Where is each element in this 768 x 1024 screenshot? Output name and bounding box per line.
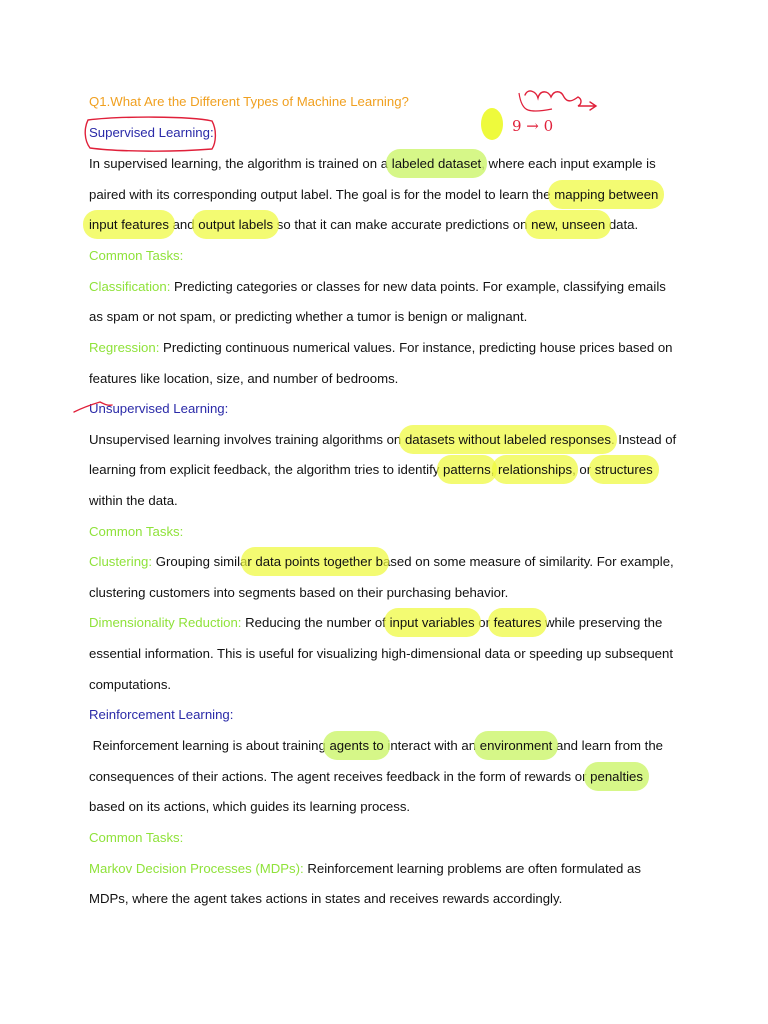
text-run: Grouping simila bbox=[152, 554, 248, 569]
supervised-heading-text: Supervised Learning bbox=[89, 125, 210, 140]
unsupervised-heading-text: Unsupervised Learning bbox=[89, 401, 225, 416]
text-run: Predicting categories or classes for new data points. For example, classifying emails bbox=[170, 279, 666, 294]
highlight-environment: environment bbox=[479, 738, 553, 753]
text-run: Reinforcement learning is about training bbox=[89, 738, 330, 753]
dimred-line-3: computations. bbox=[89, 677, 172, 692]
reinforcement-para-line-1 bbox=[89, 737, 663, 755]
pen-scribble bbox=[525, 91, 596, 110]
question-title: Q1.What Are the Different Types of Machine Learning? bbox=[89, 94, 409, 109]
mdp-label: Markov Decision Processes (MDPs): bbox=[89, 861, 304, 876]
highlight-dot bbox=[481, 108, 503, 140]
clustering-line-1 bbox=[89, 553, 674, 571]
text-run: and learn from the bbox=[552, 738, 664, 753]
text-run: Predicting continuous numerical values. For instance, predicting house prices based on bbox=[159, 340, 673, 355]
unsupervised-heading-colon: : bbox=[224, 401, 229, 416]
highlight-penalties: penalties bbox=[590, 769, 643, 784]
highlight-data-points-together: r data points together b bbox=[247, 554, 383, 569]
text-run: or bbox=[474, 615, 494, 630]
highlight-output-labels: output labels bbox=[198, 217, 274, 232]
highlight-features: features bbox=[493, 615, 542, 630]
unsupervised-para-line-1 bbox=[89, 431, 676, 449]
text-run: In supervised learning, the algorithm is trained on a bbox=[89, 156, 392, 171]
clustering-label: Clustering: bbox=[89, 554, 153, 569]
unsupervised-para-line-2 bbox=[89, 461, 653, 479]
regression-label: Regression: bbox=[89, 340, 160, 355]
classification-label: Classification: bbox=[89, 279, 171, 294]
reinforcement-para-line-2 bbox=[89, 768, 643, 786]
text-run: data. bbox=[605, 217, 639, 232]
pen-scribble-curve bbox=[519, 93, 552, 111]
clustering-line-2: clustering customers into segments based on their purchasing behavior. bbox=[89, 585, 509, 600]
text-run: , or bbox=[572, 462, 595, 477]
handwritten-note: 9 → 0 bbox=[512, 117, 554, 135]
text-run: Reducing the number of bbox=[241, 615, 390, 630]
text-run: interact with an bbox=[383, 738, 480, 753]
highlight-structures: structures bbox=[594, 462, 653, 477]
text-run: learning from explicit feedback, the algorithm tries to identify bbox=[89, 462, 444, 477]
reinforcement-heading bbox=[89, 706, 233, 724]
text-run: ased on some measure of similarity. For example, bbox=[382, 554, 674, 569]
highlight-patterns: patterns bbox=[443, 462, 491, 477]
classification-line-1 bbox=[89, 278, 666, 296]
highlight-relationships: relationships bbox=[498, 462, 573, 477]
reinforcement-heading-colon: : bbox=[229, 707, 234, 722]
classification-line-2: as spam or not spam, or predicting whether a tumor is benign or malignant. bbox=[89, 309, 528, 324]
supervised-para-line-2 bbox=[89, 186, 658, 204]
text-run: consequences of their actions. The agent receives feedback in the form of rewards or bbox=[89, 769, 591, 784]
mdp-line-1 bbox=[89, 860, 641, 878]
regression-line-2: features like location, size, and number of bedrooms. bbox=[89, 371, 399, 386]
text-run: paired with its corresponding output label. The goal is for the model to learn the bbox=[89, 187, 555, 202]
supervised-heading bbox=[89, 124, 214, 142]
text-run: , bbox=[490, 462, 499, 477]
unsupervised-common-tasks: Common Tasks: bbox=[89, 524, 184, 539]
dimred-line-2: essential information. This is useful for visualizing high-dimensional data or speeding up subsequent bbox=[89, 646, 674, 661]
regression-line-1 bbox=[89, 339, 673, 357]
text-run: Unsupervised learning involves training algorithms on bbox=[89, 432, 405, 447]
reinforcement-common-tasks: Common Tasks: bbox=[89, 830, 184, 845]
text-run: while preserving the bbox=[541, 615, 663, 630]
text-run: so that it can make accurate predictions on bbox=[273, 217, 532, 232]
mdp-line-2: MDPs, where the agent takes actions in states and receives rewards accordingly. bbox=[89, 891, 563, 906]
dimred-line-1 bbox=[89, 614, 662, 632]
supervised-common-tasks: Common Tasks: bbox=[89, 248, 184, 263]
highlight-datasets-without-labels: datasets without labeled responses bbox=[404, 432, 611, 447]
highlight-input-variables: input variables bbox=[389, 615, 475, 630]
reinforcement-para-line-3: based on its actions, which guides its learning process. bbox=[89, 799, 411, 814]
supervised-para-line-1 bbox=[89, 155, 656, 173]
unsupervised-heading bbox=[89, 400, 228, 418]
text-run: and bbox=[168, 217, 199, 232]
dimred-label: Dimensionality Reduction: bbox=[89, 615, 242, 630]
text-run: . Instead of bbox=[610, 432, 677, 447]
supervised-para-line-3 bbox=[89, 216, 638, 234]
highlight-mapping-between: mapping between bbox=[554, 187, 659, 202]
highlight-agents-to: agents to bbox=[329, 738, 384, 753]
highlight-new-unseen: new, unseen bbox=[531, 217, 606, 232]
unsupervised-para-line-3: within the data. bbox=[89, 493, 178, 508]
highlight-labeled-dataset: labeled dataset bbox=[391, 156, 482, 171]
reinforcement-heading-text: Reinforcement Learning bbox=[89, 707, 230, 722]
text-run: Reinforcement learning problems are often formulated as bbox=[303, 861, 641, 876]
highlight-input-features: input features bbox=[89, 217, 169, 232]
text-run: , where each input example is bbox=[481, 156, 656, 171]
supervised-heading-colon: : bbox=[209, 125, 214, 140]
